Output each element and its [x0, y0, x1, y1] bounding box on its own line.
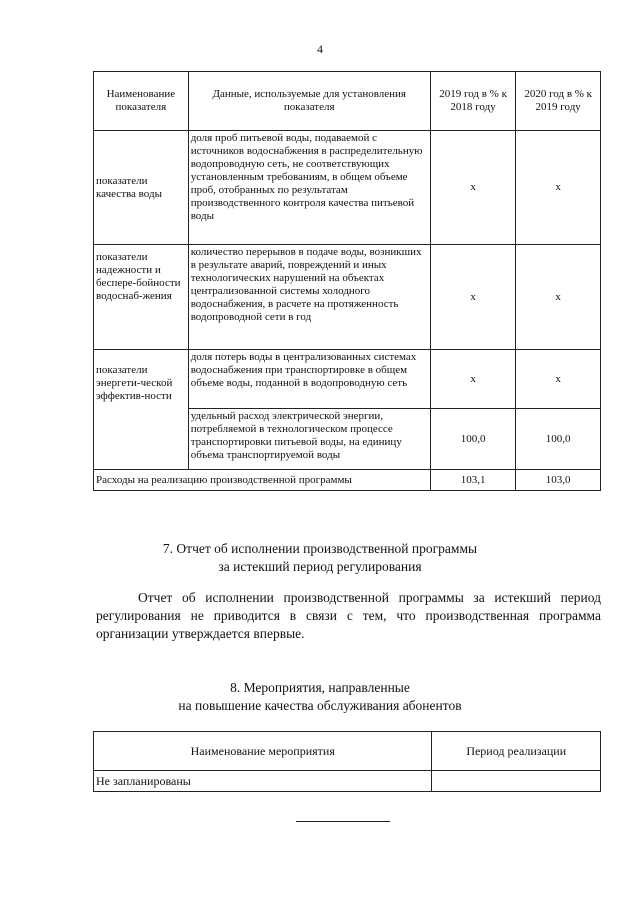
table-row — [94, 350, 601, 409]
data-cell: удельный расход электрической энергии, потребляемой в технологическом процессе транспортировки питьевой воды, на единицу объема транспортируемой воды — [188, 409, 430, 470]
value-2020: х — [516, 245, 601, 350]
table-row — [94, 131, 601, 245]
value-2020: 100,0 — [516, 409, 601, 470]
header-2019: 2019 год в % к 2018 году — [430, 72, 516, 131]
section7-paragraph — [96, 589, 601, 643]
table-header-row — [94, 72, 601, 131]
end-rule — [296, 821, 390, 822]
header-indicator: Наименование показателя — [94, 72, 189, 131]
value-2020: х — [516, 350, 601, 409]
value-2019: 100,0 — [430, 409, 516, 470]
header-2020: 2020 год в % к 2019 году — [516, 72, 601, 131]
section8-title — [0, 679, 640, 715]
value-2020: х — [516, 131, 601, 245]
data-cell: доля проб питьевой воды, подаваемой с источников водоснабжения в распределительную водопроводную сеть, не соответствующих установленным требованиям, в общем объеме проб, отобранных по результатам производственного контроля качества питьевой воды — [188, 131, 430, 245]
indicator-reliability: показатели надежности и беспере-бойности водоснаб-жения — [94, 245, 189, 350]
section7-title-line1: 7. Отчет об исполнении производственной программы — [162, 541, 478, 556]
data-cell: количество перерывов в подаче воды, возникших в результате аварий, повреждений и иных технологических нарушений на объектах централизованной системы холодного водоснабжения, в расчете на протяженность водопроводной сети в год — [188, 245, 430, 350]
table-row — [94, 771, 601, 792]
measure-period — [432, 771, 601, 792]
header-measure-name: Наименование мероприятия — [94, 732, 432, 771]
total-label: Расходы на реализацию производственной программы — [94, 470, 431, 491]
section8-title-line2: на повышение качества обслуживания абонентов — [178, 698, 462, 713]
page-number: 4 — [317, 42, 323, 56]
indicator-water-quality: показатели качества воды — [94, 131, 189, 245]
total-row — [94, 470, 601, 491]
value-2019: х — [430, 131, 516, 245]
section8-title-line1: 8. Мероприятия, направленные — [230, 680, 410, 695]
data-cell: доля потерь воды в централизованных системах водоснабжения при транспортировке в общем объеме воды, поданной в водопроводную сеть — [188, 350, 430, 409]
indicators-table — [93, 71, 601, 491]
total-2019: 103,1 — [430, 470, 516, 491]
measures-table — [93, 731, 601, 792]
value-2019: х — [430, 350, 516, 409]
section7-paragraph-text: Отчет об исполнении производственной программы за истекший период регулирования не приводится в связи с тем, что производственная программа организации утверждается впервые. — [96, 590, 601, 641]
indicator-energy-efficiency: показатели энергети-ческой эффектив-ности — [94, 350, 189, 470]
header-data: Данные, используемые для установления показателя — [188, 72, 430, 131]
section7-title — [0, 540, 640, 576]
value-2019: х — [430, 245, 516, 350]
measure-name: Не запланированы — [94, 771, 432, 792]
table-header-row — [94, 732, 601, 771]
header-period: Период реализации — [432, 732, 601, 771]
section7-title-line2: за истекший период регулирования — [218, 559, 422, 574]
table-row — [94, 245, 601, 350]
total-2020: 103,0 — [516, 470, 601, 491]
